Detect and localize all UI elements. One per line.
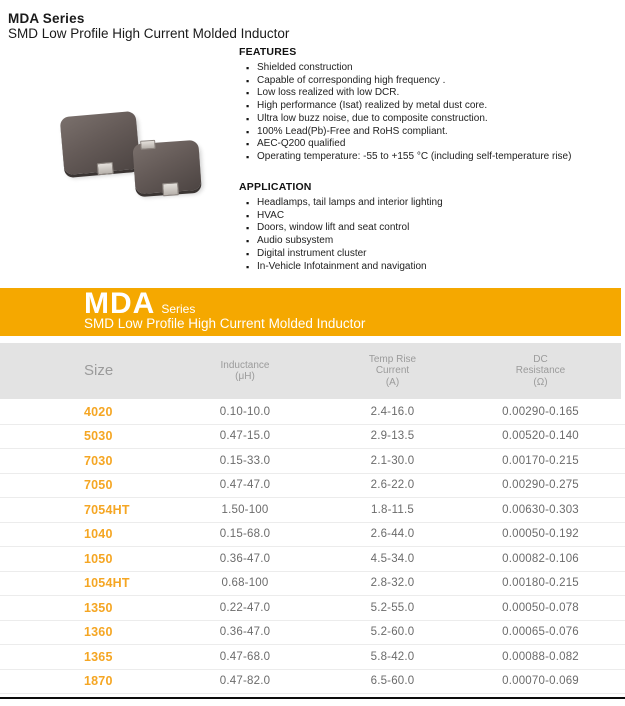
inductance-cell: 0.36-47.0 — [219, 626, 271, 639]
temp-rise-current-cell: 5.2-60.0 — [370, 626, 415, 639]
temp-rise-current-cell: 2.6-22.0 — [370, 479, 415, 492]
inductance-cell: 0.10-10.0 — [219, 405, 271, 418]
column-header-temp-rise: Temp Rise Current (A) — [368, 353, 417, 388]
dc-resistance-cell: 0.00070-0.069 — [502, 675, 579, 688]
table-row — [0, 596, 625, 621]
dc-resistance-cell: 0.00065-0.076 — [502, 626, 579, 639]
terminal-tab — [140, 140, 156, 150]
series-banner — [0, 288, 621, 336]
terminal-tab — [162, 182, 179, 196]
column-header-dc: DC Resistance (Ω) — [515, 353, 566, 388]
temp-rise-current-cell: 6.5-60.0 — [370, 675, 415, 688]
terminal-tab — [97, 162, 114, 175]
application-section — [239, 181, 619, 273]
spec-table-body — [0, 400, 625, 694]
inductor-photo-left — [60, 111, 141, 175]
product-photo — [50, 108, 225, 208]
inductance-cell: 0.47-15.0 — [219, 430, 271, 443]
size-cell[interactable]: 1050 — [84, 551, 113, 566]
spec-table-header — [0, 343, 621, 399]
application-item: ▪ Doors, window lift and seat control — [239, 222, 619, 235]
application-item: ▪ Digital instrument cluster — [239, 248, 619, 261]
application-item: ▪ HVAC — [239, 210, 619, 223]
application-item: ▪ In-Vehicle Infotainment and navigation — [239, 261, 619, 274]
temp-rise-current-cell: 2.6-44.0 — [370, 528, 415, 541]
temp-rise-current-cell: 5.8-42.0 — [370, 650, 415, 663]
dc-resistance-cell: 0.00630-0.303 — [502, 503, 579, 516]
table-row — [0, 474, 625, 499]
banner-subtitle: SMD Low Profile High Current Molded Inductor — [84, 316, 366, 331]
size-cell[interactable]: 1870 — [84, 674, 113, 689]
size-cell[interactable]: 1350 — [84, 600, 113, 615]
dc-resistance-cell: 0.00050-0.192 — [502, 528, 579, 541]
temp-rise-current-cell: 5.2-55.0 — [370, 601, 415, 614]
temp-rise-current-cell: 2.4-16.0 — [370, 405, 415, 418]
table-row — [0, 400, 625, 425]
application-heading: APPLICATION — [239, 181, 312, 193]
dc-resistance-cell: 0.00180-0.215 — [502, 577, 579, 590]
application-list — [239, 197, 619, 273]
temp-rise-current-cell: 2.1-30.0 — [370, 454, 415, 467]
size-cell[interactable]: 1360 — [84, 625, 113, 640]
table-row — [0, 498, 625, 523]
size-cell[interactable]: 7050 — [84, 478, 113, 493]
table-row — [0, 425, 625, 450]
inductance-cell: 1.50-100 — [221, 503, 269, 516]
dc-resistance-cell: 0.00082-0.106 — [502, 552, 579, 565]
size-cell[interactable]: 5030 — [84, 429, 113, 444]
column-header-inductance: Inductance (μH) — [220, 359, 270, 382]
size-cell[interactable]: 1040 — [84, 527, 113, 542]
inductance-cell: 0.22-47.0 — [219, 601, 271, 614]
inductance-cell: 0.47-68.0 — [219, 650, 271, 663]
feature-item: ▪ Ultra low buzz noise, due to composite construction. — [239, 113, 619, 126]
banner-series-name: MDA — [84, 287, 156, 320]
dc-resistance-cell: 0.00520-0.140 — [502, 430, 579, 443]
feature-item: ▪ High performance (Isat) realized by metal dust core. — [239, 100, 619, 113]
dc-resistance-cell: 0.00088-0.082 — [502, 650, 579, 663]
size-cell[interactable]: 1054HT — [84, 576, 130, 591]
application-item: ▪ Headlamps, tail lamps and interior lighting — [239, 197, 619, 210]
dc-resistance-cell: 0.00290-0.165 — [502, 405, 579, 418]
feature-item: ▪ Capable of corresponding high frequency . — [239, 75, 619, 88]
page-title: MDA Series — [8, 11, 85, 26]
temp-rise-current-cell: 4.5-34.0 — [370, 552, 415, 565]
application-item: ▪ Audio subsystem — [239, 235, 619, 248]
features-list — [239, 62, 619, 164]
table-row — [0, 547, 625, 572]
feature-item: ▪ 100% Lead(Pb)-Free and RoHS compliant. — [239, 126, 619, 139]
temp-rise-current-cell: 1.8-11.5 — [371, 503, 414, 516]
banner-title — [84, 289, 621, 319]
inductance-cell: 0.68-100 — [221, 577, 269, 590]
size-cell[interactable]: 4020 — [84, 404, 113, 419]
inductance-cell: 0.15-33.0 — [219, 454, 271, 467]
bottom-rule — [0, 697, 625, 699]
inductance-cell: 0.47-82.0 — [219, 675, 271, 688]
feature-item: ▪ AEC-Q200 qualified — [239, 138, 619, 151]
feature-item: ▪ Low loss realized with low DCR. — [239, 87, 619, 100]
table-row — [0, 449, 625, 474]
table-row — [0, 670, 625, 695]
table-row — [0, 572, 625, 597]
size-cell[interactable]: 1365 — [84, 649, 113, 664]
temp-rise-current-cell: 2.9-13.5 — [370, 430, 415, 443]
banner-series-suffix: Series — [161, 302, 196, 316]
inductor-photo-right — [132, 140, 201, 194]
dc-resistance-cell: 0.00290-0.275 — [502, 479, 579, 492]
features-section — [239, 46, 619, 164]
inductance-cell: 0.15-68.0 — [219, 528, 271, 541]
feature-item: ▪ Shielded construction — [239, 62, 619, 75]
dc-resistance-cell: 0.00170-0.215 — [502, 454, 579, 467]
temp-rise-current-cell: 2.8-32.0 — [370, 577, 415, 590]
feature-item: ▪ Operating temperature: -55 to +155 °C (including self-temperature rise) — [239, 151, 619, 164]
inductance-cell: 0.36-47.0 — [219, 552, 271, 565]
column-header-size: Size — [84, 362, 114, 380]
features-heading: FEATURES — [239, 46, 297, 58]
size-cell[interactable]: 7054HT — [84, 502, 130, 517]
table-row — [0, 621, 625, 646]
size-cell[interactable]: 7030 — [84, 453, 113, 468]
inductance-cell: 0.47-47.0 — [219, 479, 271, 492]
page-subtitle: SMD Low Profile High Current Molded Inductor — [8, 26, 290, 41]
table-row — [0, 645, 625, 670]
table-row — [0, 523, 625, 548]
dc-resistance-cell: 0.00050-0.078 — [502, 601, 579, 614]
